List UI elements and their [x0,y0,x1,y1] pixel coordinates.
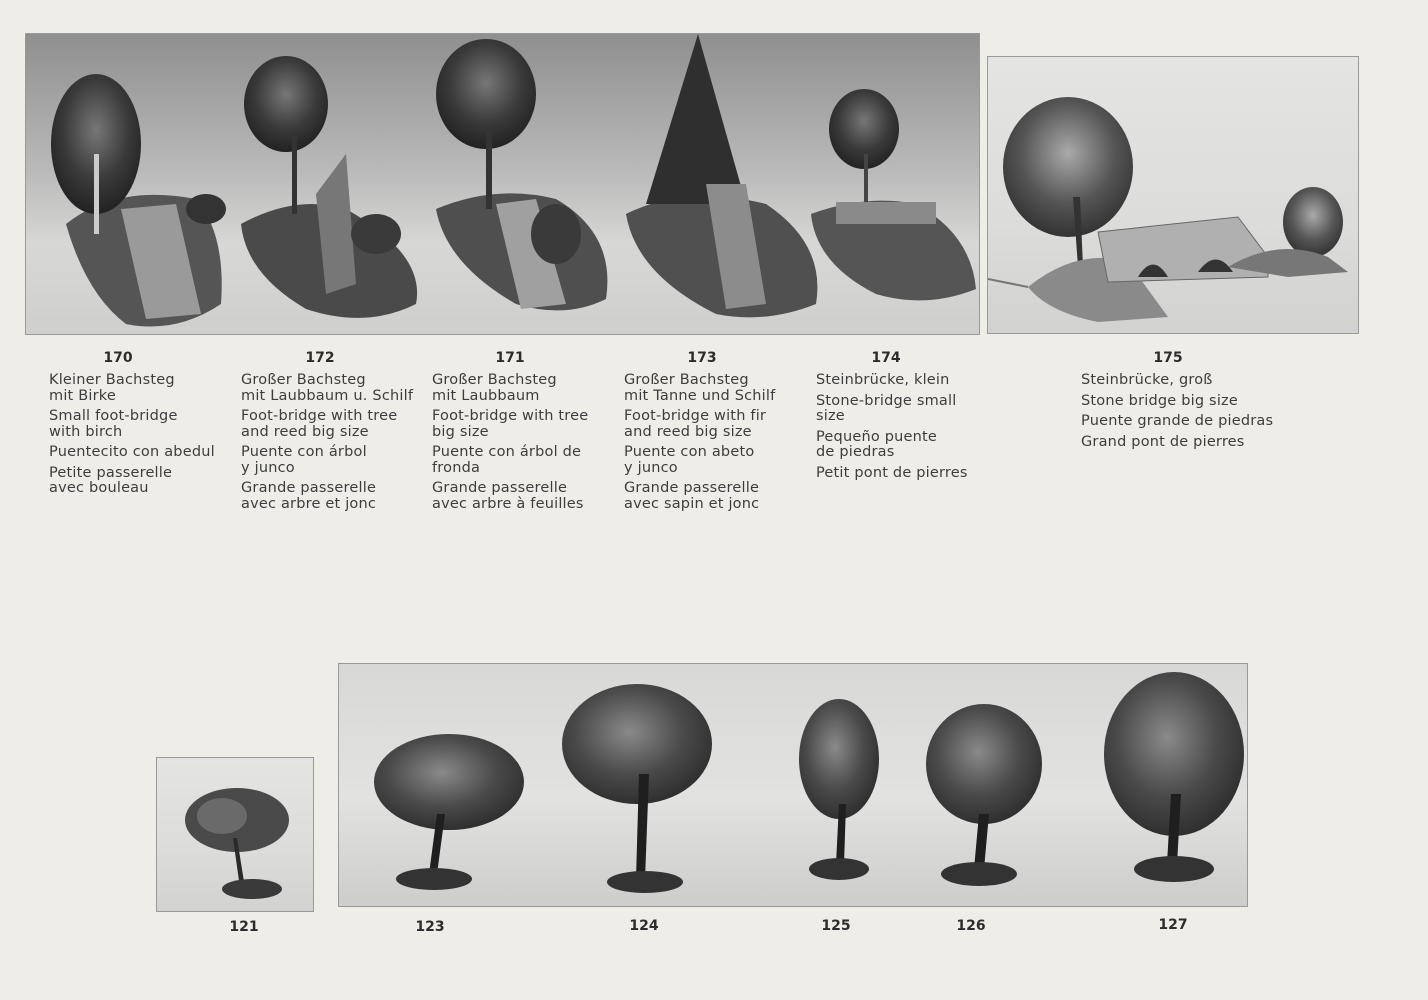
desc-de: Großer Bachsteg mit Laubbaum u. Schilf [241,372,414,404]
item-number-175: 175 [1153,350,1183,366]
item-number-123: 123 [415,919,445,935]
stone-bridge-photo-image [988,57,1358,333]
desc-en: Small foot-bridge with birch [49,408,178,440]
desc-es: Puentecito con abedul [49,444,215,460]
bridges-photo-image [26,34,979,334]
item-number-121: 121 [229,919,259,935]
desc-de: Kleiner Bachsteg mit Birke [49,372,175,404]
desc-en: Foot-bridge with fir and reed big size [624,408,767,440]
desc-es: Puente grande de piedras [1081,413,1274,429]
item-number-125: 125 [821,918,851,934]
trees-photo-image [339,664,1247,906]
item-description-175 [1081,373,1273,455]
item-description-170 [49,373,215,502]
item-number-172: 172 [305,350,335,366]
desc-es: Puente con árbol de fronda [432,444,582,476]
item-number-174: 174 [871,350,901,366]
desc-de: Steinbrücke, groß [1081,372,1213,388]
item-number-126: 126 [956,918,986,934]
desc-en: Stone-bridge small size [816,392,957,424]
desc-de: Großer Bachsteg mit Laubbaum [432,372,557,404]
desc-fr: Grande passerelle avec sapin et jonc [624,480,760,512]
bridges-photo [25,33,980,335]
item-number-171: 171 [495,350,525,366]
item-description-173 [624,373,775,517]
item-number-127: 127 [1158,917,1188,933]
desc-fr: Grand pont de pierres [1081,433,1245,450]
desc-en: Foot-bridge with tree big size [432,408,589,440]
desc-fr: Grande passerelle avec arbre à feuilles [432,480,584,512]
item-description-174 [816,373,968,486]
desc-es: Puente con árbol y junco [241,444,367,476]
desc-fr: Petit pont de pierres [816,464,968,481]
item-description-172 [241,373,413,517]
desc-fr: Grande passerelle avec arbre et jonc [241,480,377,512]
item-number-173: 173 [687,350,717,366]
desc-fr: Petite passerelle avec bouleau [49,464,173,496]
item-number-124: 124 [629,918,659,934]
desc-es: Puente con abeto y junco [624,444,755,476]
item-number-170: 170 [103,350,133,366]
desc-es: Pequeño puente de piedras [816,428,938,460]
item-description-171 [432,373,588,517]
stone-bridge-photo [987,56,1359,334]
desc-de: Steinbrücke, klein [816,372,950,388]
desc-de: Großer Bachsteg mit Tanne und Schilf [624,372,776,404]
desc-en: Foot-bridge with tree and reed big size [241,408,398,440]
trees-photo [338,663,1248,907]
desc-en: Stone bridge big size [1081,392,1238,409]
tree-121-photo [156,757,314,912]
tree-121-image [157,758,313,911]
